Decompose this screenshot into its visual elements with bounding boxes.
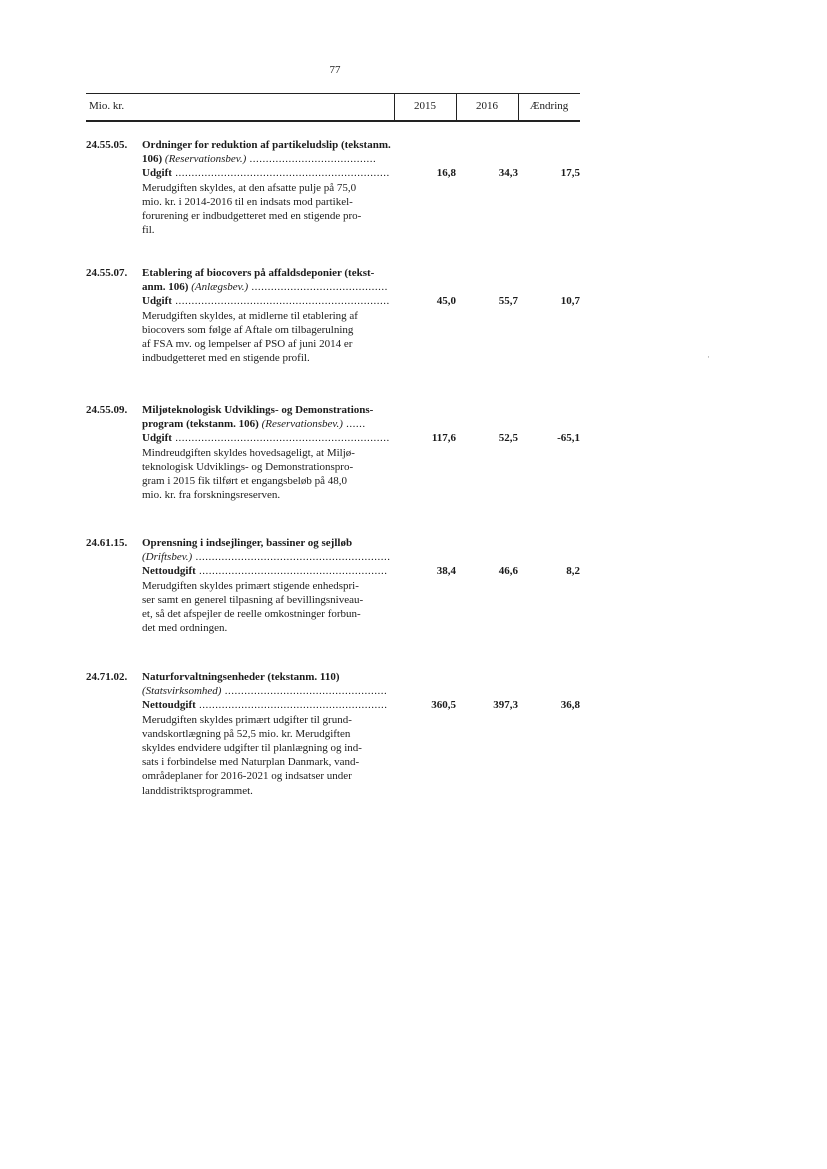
description-line: ser samt en generel tilpasning af bevillingsniveau- [142,593,364,606]
account-code: 24.61.15. [86,537,128,549]
value-2015: 16,8 [436,167,456,179]
table-header [86,93,580,122]
value-2016: 55,7 [498,295,518,307]
value-2016: 52,5 [498,432,518,444]
amount-label [142,698,392,712]
entry-description [142,579,392,636]
amount-label [142,431,392,445]
title-line-last [142,684,392,698]
title-line: Ordninger for reduktion af partikeludslip (tekstanm. [142,139,391,151]
amount-label-text: Udgift [142,432,172,445]
value-change: -65,1 [557,432,580,444]
unit-label: Mio. kr. [89,100,125,112]
description-line: et, så det afspejler de reelle omkostninger forbun- [142,608,361,621]
column-header-2015: 2015 [414,100,436,112]
entry-body [142,403,392,502]
description-line: landdistriktsprogrammet. [142,784,253,797]
leader-dots: .................................................................. [171,295,390,308]
value-2016: 397,3 [493,699,518,711]
entry-title [142,670,392,698]
entry-title [142,266,392,294]
amount-label [142,166,392,180]
entry-body [142,536,392,635]
entry-description [142,309,392,366]
value-change: 8,2 [566,565,580,577]
account-code: 24.71.02. [86,671,128,683]
description-line: indbudgetteret med en stigende profil. [142,352,310,365]
entry-description [142,181,392,238]
page-number: 77 [329,64,341,76]
amount-label-text: Nettoudgift [142,565,196,578]
leader-dots: .................................................................. [171,432,390,445]
leader-dots: ...... [342,418,366,431]
amount-label [142,294,392,308]
value-2015: 45,0 [436,295,456,307]
entry-title [142,138,392,166]
column-header-2016: 2016 [476,100,498,112]
description-line: teknologisk Udviklings- og Demonstrationspro- [142,460,354,473]
description-line: Merudgiften skyldes primært udgifter til grund- [142,713,352,726]
appropriation-type: (Anlægsbev.) [191,281,249,294]
column-header-change: Ændring [529,100,569,112]
description-line: Merudgiften skyldes, at midlerne til etablering af [142,309,358,322]
description-line: gram i 2015 fik tilført et engangsbeløb på 48,0 [142,475,347,488]
value-2015: 117,6 [431,432,456,444]
entry-description [142,713,392,798]
amount-label-text: Nettoudgift [142,699,196,712]
entry-body [142,670,392,798]
description-line: sats i forbindelse med Naturplan Danmark, vand- [142,756,360,769]
description-line: Merudgiften skyldes, at den afsatte pulje på 75,0 [142,181,357,194]
leader-dots: .......................................................... [195,565,388,578]
account-code: 24.55.07. [86,267,128,279]
value-change: 36,8 [560,699,580,711]
title-line: Naturforvaltningsenheder (tekstanm. 110) [142,671,340,683]
stray-mark: · [707,352,710,362]
title-line-last [142,152,392,166]
leader-dots: .................................................................. [171,167,390,180]
value-change: 10,7 [560,295,580,307]
title-line-text: anm. 106) [142,281,189,294]
description-line: Mindreudgiften skyldes hovedsageligt, at Miljø- [142,446,355,459]
title-line-last [142,417,392,431]
description-line: mio. kr. i 2014-2016 til en indsats mod partikel- [142,195,353,208]
amount-label [142,564,392,578]
value-change: 17,5 [560,167,580,179]
appropriation-type: (Reservationsbev.) [261,418,343,431]
leader-dots: .................................................. [221,685,388,698]
entry-title [142,536,392,564]
appropriation-type: (Statsvirksomhed) [142,685,222,698]
value-2015: 38,4 [436,565,456,577]
description-line: forurening er indbudgetteret med en stigende pro- [142,210,362,223]
value-2016: 46,6 [498,565,518,577]
leader-dots: .......................................... [248,281,388,294]
appropriation-type: (Driftsbev.) [142,551,193,564]
entry-description [142,446,392,503]
appropriation-type: (Reservationsbev.) [164,153,247,166]
description-line: mio. kr. fra forskningsreserven. [142,489,281,502]
description-line: vandskortlægning på 52,5 mio. kr. Merudgiften [142,727,351,740]
title-line-text: 106) [142,153,163,166]
entry-body [142,138,392,237]
account-code: 24.55.09. [86,404,128,416]
description-line: skyldes endvidere udgifter til planlægning og ind- [142,742,362,755]
description-line: det med ordningen. [142,622,228,635]
title-line-text: program (tekstanm. 106) [142,418,259,431]
title-line: Oprensning i indsejlinger, bassiner og sejlløb [142,537,353,549]
value-2015: 360,5 [431,699,456,711]
description-line: områdeplaner for 2016-2021 og indsatser under [142,770,352,783]
title-line: Etablering af biocovers på affaldsdeponier (tekst- [142,267,375,279]
leader-dots: ....................................... [246,153,377,166]
entry-title [142,403,392,431]
entry-body [142,266,392,365]
description-line: af FSA mv. og lempelser af PSO af juni 2014 er [142,338,353,351]
title-line: Miljøteknologisk Udviklings- og Demonstrations- [142,404,374,416]
value-2016: 34,3 [498,167,518,179]
account-code: 24.55.05. [86,139,128,151]
description-line: Merudgiften skyldes primært stigende enhedspri- [142,579,359,592]
title-line-last [142,550,392,564]
leader-dots: ............................................................ [192,551,391,564]
description-line: fil. [142,224,155,237]
leader-dots: .......................................................... [195,699,388,712]
amount-label-text: Udgift [142,167,172,180]
amount-label-text: Udgift [142,295,172,308]
title-line-last [142,280,392,294]
description-line: biocovers som følge af Aftale om tilbagerulning [142,323,354,336]
